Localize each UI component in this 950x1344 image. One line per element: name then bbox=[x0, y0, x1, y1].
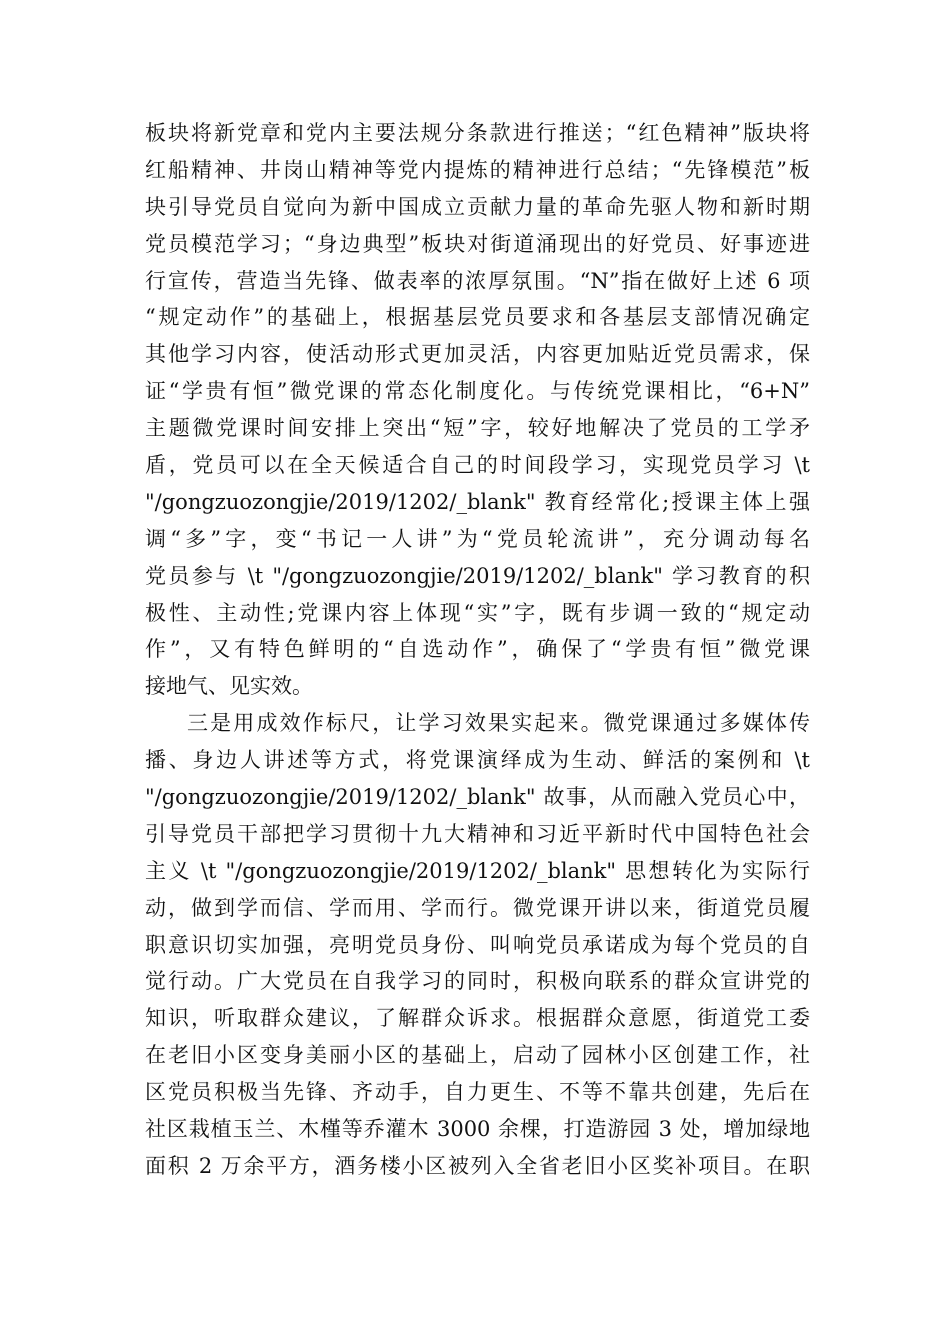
text-line: 调“多”字，变“书记一人讲”为“党员轮流讲”，充分调动每名 bbox=[145, 526, 810, 551]
text-line: "/gongzuozongjie/2019/1202/_blank" 故事，从而融入党员心中， bbox=[145, 785, 810, 810]
text-line: 极性、主动性;党课内容上体现“实”字，既有步调一致的“规定动 bbox=[145, 600, 810, 625]
text-line: 行宣传，营造当先锋、做表率的浓厚氛围。“N”指在做好上述 6 项 bbox=[145, 268, 810, 293]
text-line: 面积 2 万余平方，酒务楼小区被列入全省老旧小区奖补项目。在职 bbox=[145, 1153, 810, 1178]
text-line: 职意识切实加强，亮明党员身份、叫响党员承诺成为每个党员的自 bbox=[145, 932, 810, 957]
text-line: 证“学贵有恒”微党课的常态化制度化。与传统党课相比，“6+N” bbox=[145, 379, 810, 404]
paragraph-1 bbox=[145, 115, 810, 705]
text-line: 区党员积极当先锋、齐动手，自力更生、不等不靠共创建，先后在 bbox=[145, 1080, 810, 1105]
text-line: "/gongzuozongjie/2019/1202/_blank" 教育经常化;授课主体上强 bbox=[145, 489, 810, 514]
body-text bbox=[145, 115, 810, 1185]
text-line: 作”，又有特色鲜明的“自选动作”，确保了“学贵有恒”微党课 bbox=[145, 637, 810, 662]
text-line: 红船精神、井岗山精神等党内提炼的精神进行总结；“先锋模范”板 bbox=[145, 157, 810, 182]
text-line: 引导党员干部把学习贯彻十九大精神和习近平新时代中国特色社会 bbox=[145, 821, 810, 846]
text-line: 社区栽植玉兰、木槿等乔灌木 3000 余棵，打造游园 3 处，增加绿地 bbox=[145, 1117, 810, 1142]
text-line: 主义 \t "/gongzuozongjie/2019/1202/_blank" 思想转化为实际行 bbox=[145, 858, 810, 883]
text-line: 知识，听取群众建议，了解群众诉求。根据群众意愿，街道党工委 bbox=[145, 1006, 810, 1031]
text-line: 党员模范学习；“身边典型”板块对街道涌现出的好党员、好事迹进 bbox=[145, 231, 810, 256]
text-line: 主题微党课时间安排上突出“短”字，较好地解决了党员的工学矛 bbox=[145, 416, 810, 441]
text-line: 盾，党员可以在全天候适合自己的时间段学习，实现党员学习 \t bbox=[145, 453, 810, 478]
text-line: 块引导党员自觉向为新中国成立贡献力量的革命先驱人物和新时期 bbox=[145, 194, 810, 219]
text-line: 接地气、见实效。 bbox=[145, 674, 313, 699]
text-line: 觉行动。广大党员在自我学习的同时，积极向联系的群众宣讲党的 bbox=[145, 969, 810, 994]
text-line: 三是用成效作标尺，让学习效果实起来。微党课通过多媒体传 bbox=[187, 711, 810, 736]
text-line: 其他学习内容，使活动形式更加灵活，内容更加贴近党员需求，保 bbox=[145, 342, 810, 367]
text-line: 党员参与 \t "/gongzuozongjie/2019/1202/_blank" 学习教育的积 bbox=[145, 563, 810, 588]
text-line: 板块将新党章和党内主要法规分条款进行推送；“红色精神”版块将 bbox=[145, 121, 810, 145]
text-line: 播、身边人讲述等方式，将党课演绎成为生动、鲜活的案例和 \t bbox=[145, 748, 810, 773]
paragraph-2 bbox=[145, 705, 810, 1185]
text-line: 在老旧小区变身美丽小区的基础上，启动了园林小区创建工作，社 bbox=[145, 1043, 810, 1068]
text-line: “规定动作”的基础上，根据基层党员要求和各基层支部情况确定 bbox=[145, 305, 810, 330]
text-line: 动，做到学而信、学而用、学而行。微党课开讲以来，街道党员履 bbox=[145, 895, 810, 920]
